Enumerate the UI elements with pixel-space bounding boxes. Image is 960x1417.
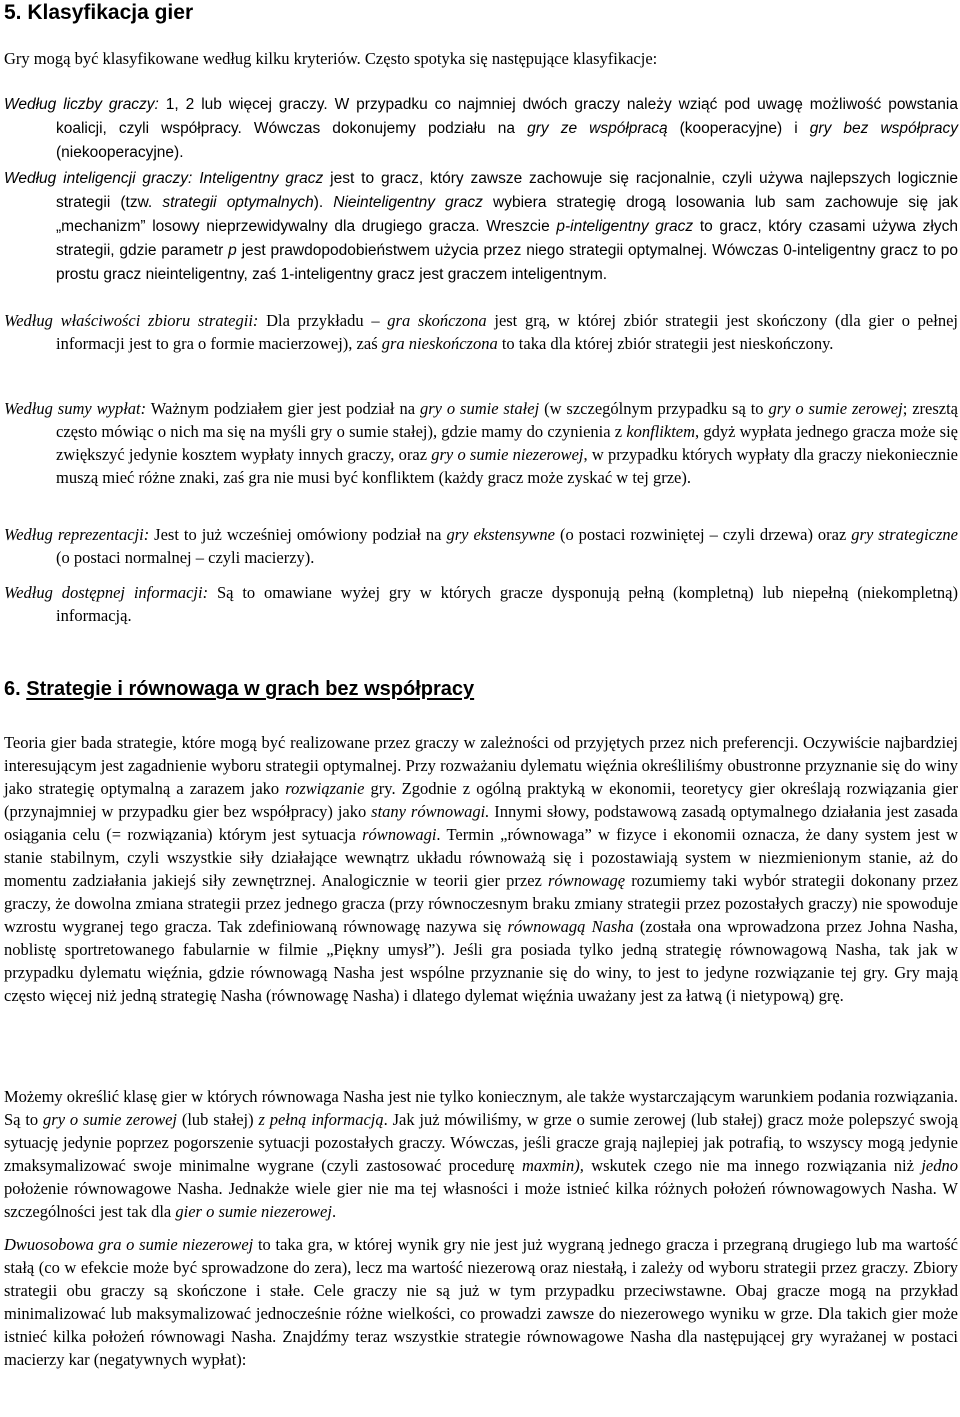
- label-inteligencja-graczy: Według inteligencji graczy:: [4, 170, 193, 187]
- text-span: Ważnym podziałem gier jest podział na: [146, 399, 420, 418]
- italic-term: równowagę: [548, 871, 626, 890]
- italic-term: konfliktem: [626, 422, 696, 441]
- italic-term: gra skończona: [387, 311, 487, 330]
- section-5-heading: 5. Klasyfikacja gier: [4, 1, 194, 24]
- text-span: (niekooperacyjne).: [56, 144, 184, 161]
- italic-term: gry o sumie stałej: [419, 399, 540, 418]
- intro-paragraph: Gry mogą być klasyfikowane według kilku kryteriów. Często spotyka się następujące klasyfikacje:: [4, 49, 658, 68]
- italic-term: p-inteligentny gracz: [556, 218, 694, 235]
- text-span: 1, 2 lub więcej graczy. W przypadku co najmniej dwóch graczy należy wziąć pod uwagę możliwość powstania koalicji, czyli współpracy. Wówczas dokonujemy podziału na: [56, 96, 958, 137]
- section-6-heading: [4, 676, 474, 702]
- italic-term: gra nieskończona: [381, 334, 498, 353]
- text-span: , w przypadku których wypłaty dla graczy niekoniecznie muszą mieć różne znaki, zaś gra nie musi być konfliktem (każdy gracz może zyskać w tej grze).: [56, 445, 958, 487]
- text-span: .: [331, 1202, 337, 1221]
- paragraph-suma-wyplat: [4, 397, 958, 489]
- text-span: Innymi słowy, podstawową zasadą optymalnego działania jest zasada osiągania celu (= rozwiązania) którym jest sytuacja: [4, 802, 958, 844]
- label-suma-wyplat: Według sumy wypłat:: [4, 399, 147, 418]
- italic-term: równowagą Nasha: [507, 917, 634, 936]
- italic-term: Dwuosobowa gra o sumie niezerowej: [4, 1235, 254, 1254]
- italic-term: gry o sumie zerowej: [43, 1110, 178, 1129]
- text-span: Dla przykładu –: [258, 311, 388, 330]
- italic-term: gry ekstensywne: [446, 525, 555, 544]
- text-span: gry. Zgodnie z ogólną praktyką w ekonomii, teoretycy gier określają rozwiązania gier (przynajmniej w przypadku gier bez współpracy) jako: [4, 779, 958, 821]
- italic-term: p: [228, 242, 237, 259]
- text-span: . Jak już mówiliśmy, w grze o sumie zerowej (lub stałej) gracz może polepszyć swoją sytuację jedynie poprzez pogorszenie sytuacji pozostałych graczy. Wówczas, jeśli gracze grają najlepiej jak potrafią, to wszyscy mogą jedynie zmaksymalizować swoje minimalne wygrane (czyli zastosować procedurę: [4, 1110, 958, 1175]
- text-span: (lub stałej): [177, 1110, 259, 1129]
- text-span: wskutek czego nie ma innego rozwiązania niż: [583, 1156, 922, 1175]
- text-span: (została ona wprowadzona przez Johna Nasha, noblistę sportretowanego fabularnie w filmie „Piękny umysł”). Jeśli gra posiada tylko jedną strategię równowagową Nasha, tak jak w przypadku dylematu więźnia, gdzie równowagą Nasha jest wspólne przyznanie się do winy, to jest to jedyne rozwiązanie tej gry. Gry mają często więcej niż jedną strategię Nasha (równowagę Nasha) i dlatego dylemat więźnia uważany jest za łatwą (i nietypową) grę.: [4, 917, 958, 1005]
- text-span: . Termin „równowaga” w fizyce i ekonomii oznacza, że dany system jest w stanie stabilnym, czyli wszystkie siły działające wewnątrz układu równoważą się i pozostawiają system w niezmienionym stanie, aż do momentu zadziałania jakiejś siły zewnętrznej. Analogicznie w teorii gier przez: [4, 825, 958, 890]
- text-span: ; zresztą często mówiąc o nich ma się na myśli gry o sumie stałej), gdzie mamy do czynienia z: [56, 399, 958, 441]
- text-span: położenie równowagowe Nasha. Jednakże wiele gier nie ma tej własności i może istnieć kilka różnych położeń równowagowych Nasha. W szczególności jest tak dla: [4, 1179, 958, 1221]
- italic-term: gry o sumie zerowej: [768, 399, 903, 418]
- italic-term: rozwiązanie: [285, 779, 365, 798]
- paragraph-inteligencja-graczy: [4, 166, 958, 286]
- italic-term: gry bez współpracy: [809, 120, 958, 137]
- text-span: ).: [313, 194, 334, 211]
- text-span: (kooperacyjne) i: [667, 120, 810, 137]
- paragraph-liczba-graczy: [4, 92, 958, 164]
- text-span: Możemy określić klasę gier w których równowaga Nasha jest nie tylko koniecznym, ale także wystarczającym warunkiem podania rozwiązania. Są to: [4, 1087, 958, 1129]
- italic-term: strategii optymalnych: [162, 194, 314, 211]
- label-liczba-graczy: Według liczby graczy:: [4, 96, 159, 113]
- text-span: (o postaci normalnej – czyli macierzy).: [56, 548, 315, 567]
- italic-term: gier o sumie niezerowej: [175, 1202, 332, 1221]
- italic-term: maxmin),: [521, 1156, 584, 1175]
- label-zbior-strategii: Według właściwości zbioru strategii:: [4, 311, 259, 330]
- text-span: jest grą, w której zbiór strategii jest skończony (dla gier o pełnej informacji jest to gra o formie macierzowej), zaś: [56, 311, 958, 353]
- label-dostepna-informacja: Według dostępnej informacji:: [4, 583, 209, 602]
- paragraph-zbior-strategii: [4, 309, 958, 355]
- paragraph-klasa-gier: [4, 1085, 958, 1223]
- paragraph-dwuosobowa-gra: [4, 1233, 958, 1371]
- text-span: (o postaci rozwiniętej – czyli drzewa) oraz: [555, 525, 852, 544]
- italic-term: z pełną informacją: [258, 1110, 384, 1129]
- paragraph-reprezentacja: [4, 523, 958, 569]
- text-span: wybiera strategię drogą losowania lub sam zachowuje się jak „mechanizm” losowy nieprzewidywalny dla drugiego gracza. Wreszcie: [56, 194, 959, 235]
- text-span: (w szczególnym przypadku są to: [539, 399, 769, 418]
- italic-term: gry strategiczne: [851, 525, 958, 544]
- text-span: to gracz, który czasami używa złych strategii, gdzie parametr: [56, 218, 958, 259]
- text-span: Są to omawiane wyżej gry w których gracze dysponują pełną (kompletną) lub niepełną (niekompletną) informacją.: [56, 583, 958, 625]
- text-span: jest to gracz, który zawsze zachowuje się racjonalnie, czyli używa najlepszych logicznie strategii (tzw.: [56, 170, 958, 211]
- italic-term: gry ze współpracą: [527, 120, 668, 137]
- italic-term: gry o sumie niezerowej: [431, 445, 584, 464]
- text-span: Teoria gier bada strategie, które mogą być realizowane przez graczy w zależności od przyjętych przez nich preferencji. Oczywiście najbardziej interesującym jest zagadnienie wyboru strategii optymalnej. Przy rozważaniu dylematu więźnia określiliśmy obustronne przyznanie się do winy jako strategię optymalną a zarazem jako: [4, 733, 958, 798]
- text-span: jest prawdopodobieństwem użycia przez niego strategii optymalnej. Wówczas 0-inteligentny gracz to po prostu gracz nieinteligentny, zaś 1-inteligentny gracz jest graczem inteligentnym.: [56, 242, 958, 283]
- paragraph-teoria-gier: [4, 731, 958, 1007]
- text-span: , gdyż wypłata jednego gracza może się zwiększyć jedynie kosztem wypłaty innych graczy, oraz: [56, 422, 958, 464]
- label-reprezentacja: Według reprezentacji:: [4, 525, 150, 544]
- text-span: rozumiemy taki wybór strategii dokonany przez graczy, że dowolna zmiana strategii przez jednego gracza (przy równoczesnym braku zmiany strategii przez pozostałych graczy) nie spowoduje wzrostu wygranej tego gracza. Tak zdefiniowaną równowagę nazywa się: [4, 871, 958, 936]
- text-span: Jest to już wcześniej omówiony podział na: [149, 525, 447, 544]
- italic-term: równowagi: [362, 825, 437, 844]
- italic-term: Nieinteligentny gracz: [333, 194, 483, 211]
- italic-term: stany równowagi.: [371, 802, 490, 821]
- paragraph-dostepna-informacja: [4, 581, 958, 627]
- section-6-title: Strategie i równowaga w grach bez współpracy: [26, 678, 475, 700]
- section-6-number: 6.: [4, 678, 21, 700]
- italic-term: jedno: [921, 1156, 958, 1175]
- text-span: to taka dla której zbiór strategii jest nieskończony.: [497, 334, 834, 353]
- text-span: to taka gra, w której wynik gry nie jest już wygraną jednego gracza i przegraną drugiego lub ma wartość stałą (co w efekcie może być sprowadzone do zera), lecz ma wartość niezerową oraz niestałą, i zależy od wyboru strategii przez graczy. Zbiory strategii obu graczy są skończone i stałe. Cele graczy nie są już w tym przypadku przeciwstawne. Obaj gracze mogą na przykład minimalizować lub maksymalizować jednocześnie różne wielkości, co prowadzi zawsze do niezerowego wyniku w grze. Dla takich gier może istnieć kilka położeń równowagi Nasha. Znajdźmy teraz wszystkie strategie równowagowe Nasha dla następującej gry wyrażanej w postaci macierzy kar (negatywnych wypłat):: [4, 1235, 958, 1369]
- italic-term: Inteligentny gracz: [192, 170, 324, 187]
